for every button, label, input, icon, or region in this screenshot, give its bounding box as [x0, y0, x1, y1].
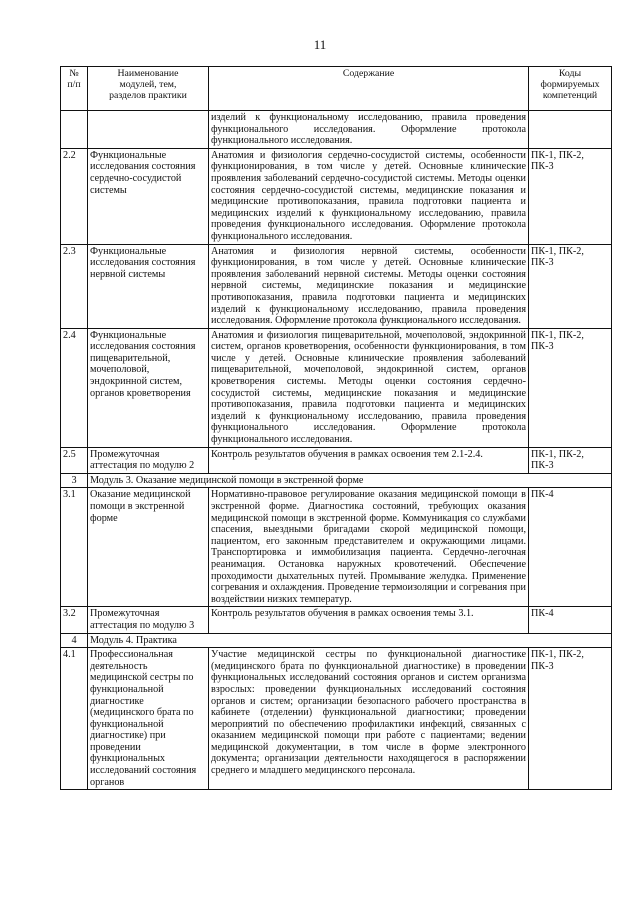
row-name: Промежуточная аттестация по модулю 3 — [88, 607, 209, 633]
table-row — [61, 488, 612, 607]
curriculum-table — [60, 66, 612, 790]
row-name: Функциональные исследования состояния пищеварительной, мочеполовой, эндокринной систем, органов кроветворения — [88, 328, 209, 447]
row-codes: ПК-1, ПК-2, ПК-3 — [529, 328, 612, 447]
row-codes: ПК-1, ПК-2, ПК-3 — [529, 447, 612, 473]
row-content: Анатомия и физиология нервной системы, особенности функционирования, в том числе у детей. Основные клинические проявления заболеваний нервной системы. Методы оценки состояния нервной системы, медицинские показания и медицинские противопоказания, правила подготовки пациента и медицинских изделий к функциональному исследованию, правила проведения исследования. Оформление протокола функционального исследования. — [209, 244, 529, 328]
header-num-text: № п/п — [67, 68, 81, 90]
row-num: 2.5 — [61, 447, 88, 473]
module-num: 3 — [61, 473, 88, 488]
row-num: 3.1 — [61, 488, 88, 607]
header-name-text: Наименование модулей, тем, разделов практики — [109, 68, 187, 101]
row-name: Оказание медицинской помощи в экстренной форме — [88, 488, 209, 607]
row-name: Функциональные исследования состояния сердечно-сосудистой системы — [88, 148, 209, 244]
table-header-row — [61, 67, 612, 111]
row-codes — [529, 111, 612, 149]
row-content: Анатомия и физиология сердечно-сосудистой системы, особенности функционирования, в том числе у детей. Основные клинические проявления заболеваний сердечно-сосудистой системы. Методы оценки состояния сердечно-сосудистой системы, медицинские показания и медицинские противопоказания, правила подготовки пациента и медицинских изделий к функциональному исследованию, правила проведения функционального исследования. Оформление протокола функционального исследования. — [209, 148, 529, 244]
row-num: 4.1 — [61, 648, 88, 790]
header-content-text: Содержание — [342, 68, 395, 79]
page-number: 11 — [313, 37, 327, 52]
row-content: изделий к функциональному исследованию, правила проведения функционального исследования. Оформление протокола функционального исследования. — [209, 111, 529, 149]
row-content: Контроль результатов обучения в рамках освоения тем 2.1-2.4. — [209, 447, 529, 473]
table-row — [61, 447, 612, 473]
row-codes: ПК-1, ПК-2, ПК-3 — [529, 648, 612, 790]
header-name — [88, 67, 209, 111]
header-num — [61, 67, 88, 111]
row-num: 2.4 — [61, 328, 88, 447]
table-row — [61, 648, 612, 790]
row-content: Контроль результатов обучения в рамках освоения темы 3.1. — [209, 607, 529, 633]
row-codes: ПК-4 — [529, 607, 612, 633]
header-codes-text: Коды формируемых компетенций — [540, 68, 600, 101]
table-row — [61, 607, 612, 633]
row-content: Нормативно-правовое регулирование оказания медицинской помощи в экстренной форме. Диагностика состояний, требующих оказания медицинской помощи в экстренной форме. Коммуникация со службами спасения, выездными бригадами скорой медицинской помощи, пациентом, его законным представителем и окружающими лицами. Транспортировка и иммобилизация пациента. Сердечно-легочная реанимация. Остановка наружных кровотечений. Обеспечение проходимости дыхательных путей. Промывание желудка. Применение согревания и охлаждения. Проведение термоизоляции и согревания при воздействии низких температур. — [209, 488, 529, 607]
row-name — [88, 111, 209, 149]
module-num: 4 — [61, 633, 88, 648]
table-row — [61, 328, 612, 447]
row-content: Анатомия и физиология пищеварительной, мочеполовой, эндокринной систем, органов кроветворения, особенности функционирования, в том числе у детей. Основные клинические проявления заболеваний пищеварительной, мочеполовой, эндокринной систем, органов кроветворения системы. Методы оценки состояния сердечно-сосудистой системы, медицинские показания и медицинские противопоказания, правила подготовки пациента и медицинских изделий к функциональному исследованию, правила проведения функционального исследования. Оформление протокола функционального исследования. — [209, 328, 529, 447]
row-content: Участие медицинской сестры по функциональной диагностике (медицинского брата по функциональной диагностике) в проведении функциональных исследований состояния органов и систем организма взрослых: проведении функциональных исследований состояния органов и систем; организации безопасного рабочего пространства в кабинете (отделении) функциональной диагностики; проведении мероприятий по обеспечению профилактики инфекций, связанных с оказанием медицинской помощи при работе с пациентами; ведении медицинской документации, в том числе в форме электронного документа; организации деятельности находящегося в распоряжении среднего и младшего медицинского персонала. — [209, 648, 529, 790]
table-row — [61, 244, 612, 328]
row-name: Промежуточная аттестация по модулю 2 — [88, 447, 209, 473]
module-title: Модуль 4. Практика — [88, 633, 612, 648]
module-heading-row — [61, 473, 612, 488]
row-num: 2.2 — [61, 148, 88, 244]
module-title: Модуль 3. Оказание медицинской помощи в экстренной форме — [88, 473, 612, 488]
row-num: 2.3 — [61, 244, 88, 328]
row-num — [61, 111, 88, 149]
row-codes: ПК-4 — [529, 488, 612, 607]
row-name: Профессиональная деятельность медицинской сестры по функциональной диагностике (медицинского брата по функциональной диагностике) при проведении функциональных исследований состояния органов — [88, 648, 209, 790]
row-num: 3.2 — [61, 607, 88, 633]
row-codes: ПК-1, ПК-2, ПК-3 — [529, 148, 612, 244]
row-name: Функциональные исследования состояния нервной системы — [88, 244, 209, 328]
table-row — [61, 148, 612, 244]
header-content — [209, 67, 529, 111]
module-heading-row — [61, 633, 612, 648]
row-codes: ПК-1, ПК-2, ПК-3 — [529, 244, 612, 328]
header-codes — [529, 67, 612, 111]
table-row — [61, 111, 612, 149]
